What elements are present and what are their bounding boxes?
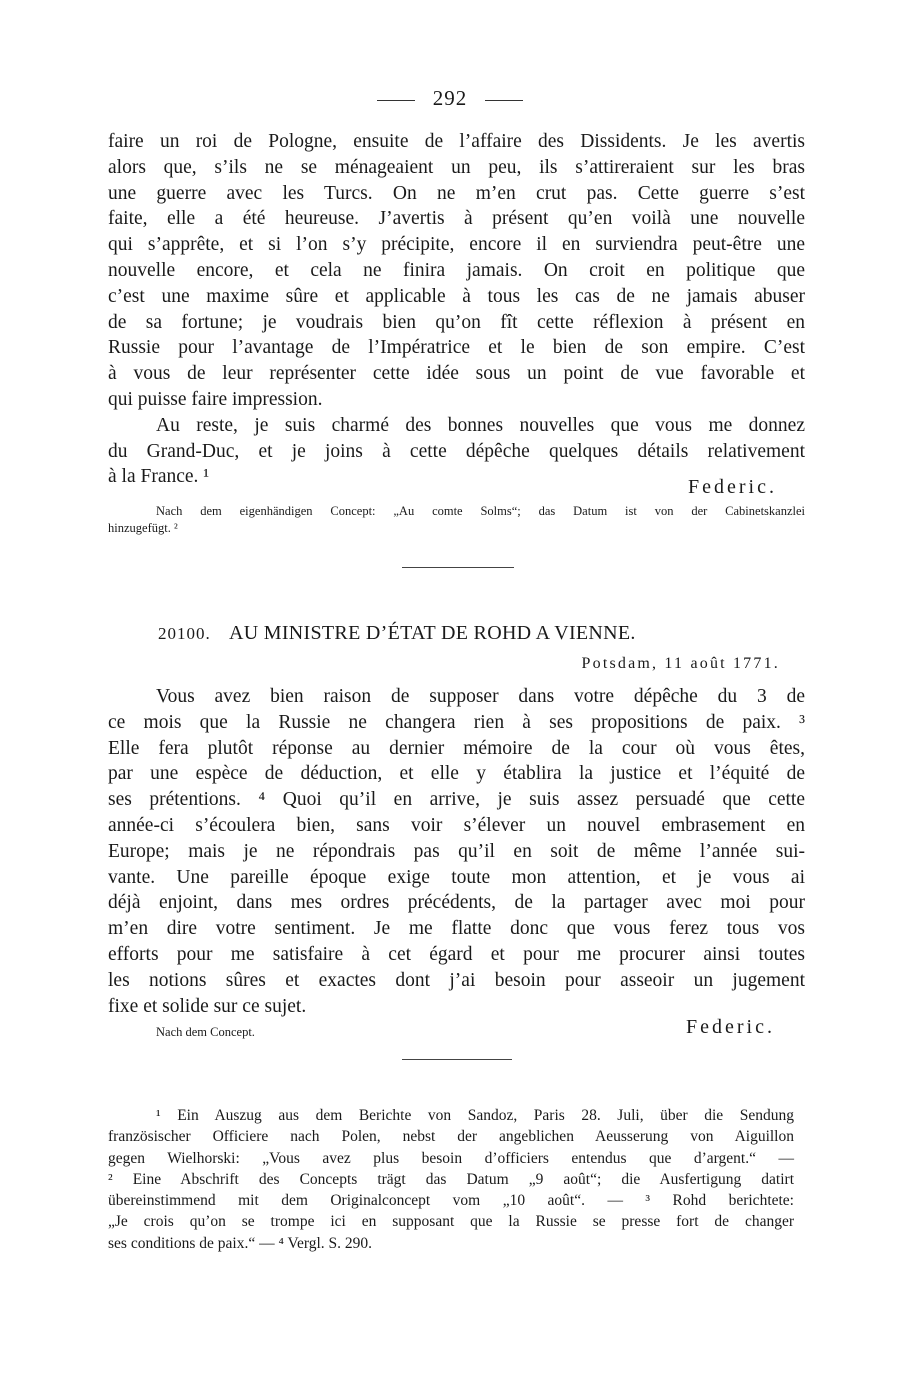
- footnote-line: französischer Officiere nach Polen, nebst der angeblichen Aeusserung von Aiguillon: [108, 1128, 794, 1146]
- letter2-line: année-ci s’écoulera bien, sans voir s’élever un nouvel embrasement en: [108, 814, 805, 836]
- letter2-body: [108, 684, 805, 1019]
- letter1-line: Au reste, je suis charmé des bonnes nouvelles que vous me donnez: [156, 414, 805, 436]
- letter1-line: une guerre avec les Turcs. On ne m’en crut pas. Cette guerre s’est: [108, 182, 805, 204]
- letter1-line: du Grand-Duc, et je joins à cette dépêche quelques détails relativement: [108, 440, 805, 462]
- letter2-dateline: Potsdam, 11 août 1771.: [581, 655, 780, 672]
- letter2-line: Vous avez bien raison de supposer dans votre dépêche du 3 de: [156, 686, 805, 707]
- letter1-signature: Federic.: [688, 476, 777, 498]
- letter2-line: Europe; mais je ne répondrais pas qu’il en soit de même l’année sui-: [108, 840, 805, 862]
- document-number: 20100.: [158, 624, 211, 643]
- letter1-line: qui s’apprête, et si l’on s’y précipite, encore il en surviendra peut-être une: [108, 234, 805, 256]
- letter2-line: m’en dire votre sentiment. Je me flatte donc que vous ferez tous vos: [108, 918, 805, 940]
- letter2-line: déjà enjoint, dans mes ordres précédents, de la partager avec moi pour: [108, 892, 805, 914]
- letter2-line: par une espèce de déduction, et elle y établira la justice et l’équité de: [108, 763, 805, 785]
- letter2-line: Elle fera plutôt réponse au dernier mémoire de la cour où vous êtes,: [108, 737, 805, 759]
- letter2-line: ses prétentions. ⁴ Quoi qu’il en arrive, je suis assez persuadé que cette: [108, 789, 805, 811]
- source-note-line: hinzugefügt. ²: [108, 521, 178, 535]
- letter2-title: AU MINISTRE D’ÉTAT DE ROHD A VIENNE.: [228, 622, 636, 644]
- letter1-line: faite, elle a été heureuse. J’avertis à présent qu’en voilà une nouvelle: [108, 208, 805, 230]
- page-number: 292: [0, 86, 900, 111]
- footnotes: [108, 1105, 794, 1254]
- letter1-line: de sa fortune; je voudrais bien qu’on fît cette réflexion à présent en: [108, 311, 805, 333]
- footnote-line: gegen Wielhorski: „Vous avez plus besoin d’officiers entendus que d’argent.“ —: [108, 1149, 794, 1167]
- footnote-line: „Je crois qu’on se trompe ici en supposant que la Russie se presse fort de changer: [108, 1213, 794, 1231]
- letter1-source-note: [108, 503, 805, 537]
- letter2-line: vante. Une pareille époque exige toute mon attention, et je vous ai: [108, 866, 805, 888]
- letter1-line: nouvelle encore, et cela ne finira jamais. On croit en politique que: [108, 259, 805, 281]
- letter2-heading: [158, 622, 636, 645]
- letter1-line: à la France. ¹: [108, 466, 210, 488]
- footnote-line: ¹ Ein Auszug aus dem Berichte von Sandoz, Paris 28. Juli, über die Sendung: [156, 1107, 794, 1124]
- letter1-line: faire un roi de Pologne, ensuite de l’affaire des Dissidents. Je les avertis: [108, 131, 805, 152]
- letter1-line: c’est une maxime sûre et applicable à tous les cas de ne jamais abuser: [108, 285, 805, 307]
- footnote-line: übereinstimmend mit dem Originalconcept vom „10 août“. — ³ Rohd berichtete:: [108, 1192, 794, 1210]
- footnote-line: ses conditions de paix.“ — ⁴ Vergl. S. 290.: [108, 1234, 373, 1252]
- letter1-line: à vous de leur représenter cette idée sous un point de vue favorable et: [108, 363, 805, 385]
- letter2-line: les notions sûres et exactes dont j’ai besoin pour asseoir un jugement: [108, 969, 805, 991]
- footnote-line: ² Eine Abschrift des Concepts trägt das Datum „9 août“; die Ausfertigung datirt: [108, 1170, 794, 1188]
- letter2-signature: Federic.: [686, 1016, 775, 1038]
- letter2-source-note: Nach dem Concept.: [156, 1025, 255, 1039]
- letter1-body: [108, 129, 805, 490]
- letter1-line: qui puisse faire impression.: [108, 388, 323, 410]
- section-divider: [402, 567, 514, 568]
- letter2-line: fixe et solide sur ce sujet.: [108, 995, 307, 1017]
- letter2-line: efforts pour me satisfaire à cet égard et pour me procurer ainsi toutes: [108, 943, 805, 965]
- letter2-line: ce mois que la Russie ne changera rien à ses propositions de paix. ³: [108, 711, 805, 733]
- letter1-line: alors que, s’ils ne se ménageaient un peu, ils s’attireraient sur les bras: [108, 156, 805, 178]
- source-note-line: Nach dem eigenhändigen Concept: „Au comte Solms“; das Datum ist von der Cabinetskanzlei: [156, 504, 805, 518]
- letter1-line: Russie pour l’avantage de l’Impératrice et le bien de son empire. C’est: [108, 337, 805, 359]
- footnote-divider: [402, 1059, 512, 1060]
